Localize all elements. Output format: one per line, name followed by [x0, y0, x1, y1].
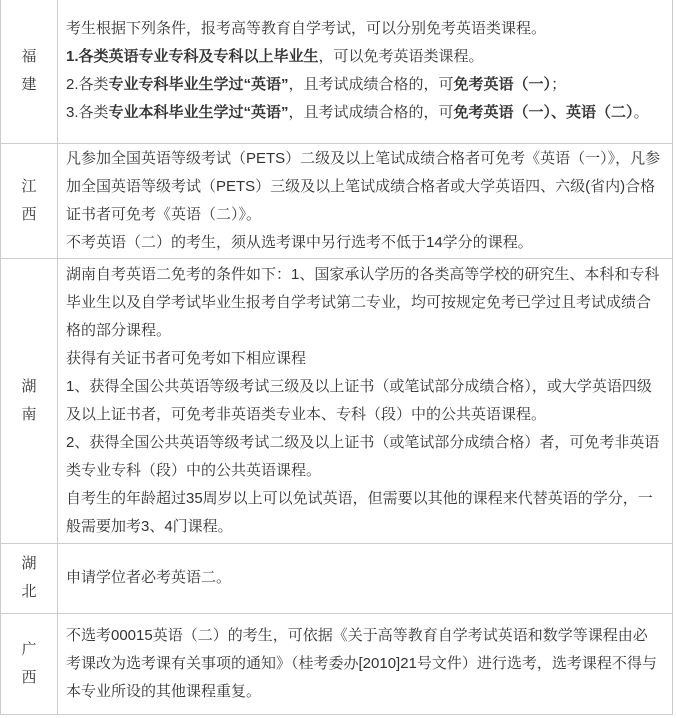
policy-paragraph: [66, 622, 662, 706]
table-row: [1, 613, 673, 714]
policy-text-segment: 不考英语（二）的考生，须从选考课中另行选考不低于14学分的课程。: [66, 233, 533, 251]
policy-cell: [58, 543, 673, 613]
policy-text-segment: 申请学位者必考英语二。: [66, 569, 232, 586]
table-row: [1, 258, 673, 543]
province-name: 广西: [21, 640, 37, 686]
policy-text-segment: 免考英语（一）: [453, 76, 552, 94]
table-row: [1, 0, 673, 143]
policy-paragraph: [66, 229, 662, 257]
policy-text-segment: ，且考试成绩合格的，可: [288, 76, 454, 94]
policy-paragraph: [66, 43, 662, 71]
province-cell: [1, 543, 58, 613]
policy-paragraph: [66, 429, 662, 485]
province-cell: [1, 0, 58, 143]
policy-text-segment: 2、获得全国公共英语等级考试二级及以上证书（或笔试部分成绩合格）者，可免考非英语类专业专科（段）中的公共英语课程。: [66, 433, 660, 479]
policy-text-segment: 免考英语（一）、英语（二）: [453, 104, 634, 122]
province-name: 福建: [21, 48, 37, 94]
policy-paragraph: [66, 145, 662, 229]
policy-paragraph: [66, 261, 662, 345]
table-row: [1, 143, 673, 258]
policy-text-segment: 2.各类: [66, 76, 109, 94]
policy-text-segment: ，且考试成绩合格的，可: [288, 104, 454, 122]
policy-cell: [58, 258, 673, 543]
policy-cell: [58, 143, 673, 258]
policy-paragraph: [66, 71, 662, 99]
policy-text-segment: ；: [551, 76, 567, 94]
policy-text-segment: 专业专科毕业生学过“英语”: [108, 76, 289, 94]
policy-text-segment: 不选考00015英语（二）的考生，可依据《关于高等教育自学考试英语和数学等课程由必考课改为选考课有关事项的通知》（桂考委办[2010]21号文件）进行选考，选考课程不得与本专业所设的其他课程重复。: [66, 626, 657, 700]
province-cell: [1, 613, 58, 714]
province-name: 江西: [21, 177, 37, 223]
policy-text-segment: 专业本科毕业生学过“英语”: [108, 104, 289, 122]
policy-paragraph: [66, 564, 662, 592]
table-row: [1, 543, 673, 613]
policy-paragraph: [66, 345, 662, 373]
policy-text-segment: 考生根据下列条件，报考高等教育自学考试，可以分别免考英语类课程。: [66, 20, 547, 38]
policy-text-segment: 获得有关证书者可免考如下相应课程: [66, 349, 307, 367]
policy-text-segment: 自考生的年龄超过35周岁以上可以免试英语，但需要以其他的课程来代替英语的学分，一般需要加考3、4门课程。: [66, 489, 653, 535]
province-cell: [1, 143, 58, 258]
policy-text-segment: 凡参加全国英语等级考试（PETS）二级及以上笔试成绩合格者可免考《英语（一）》，凡参加全国英语等级考试（PETS）三级及以上笔试成绩合格者或大学英语四、六级(省内)合格证书者可免考《英语（二）》。: [66, 149, 661, 223]
policy-text-segment: 1.各类英语专业专科及专科以上毕业生: [66, 48, 319, 66]
policy-paragraph: [66, 15, 662, 43]
policy-text-segment: ，可以免考英语类课程。: [318, 48, 484, 66]
province-name: 湖南: [21, 377, 37, 423]
policy-text-segment: 湖南自考英语二免考的条件如下：1、国家承认学历的各类高等学校的研究生、本科和专科毕业生以及自学考试毕业生报考自学考试第二专业，均可按规定免考已学过且考试成绩合格的部分课程。: [66, 265, 660, 339]
table-body: [1, 0, 673, 714]
policy-cell: [58, 613, 673, 714]
policy-text-segment: 1、获得全国公共英语等级考试三级及以上证书（或笔试部分成绩合格），或大学英语四级及以上证书者，可免考非英语类专业本、专科（段）中的公共英语课程。: [66, 377, 652, 423]
province-name: 湖北: [21, 555, 37, 600]
policy-cell: [58, 0, 673, 143]
policy-text-segment: 3.各类: [66, 104, 109, 122]
province-cell: [1, 258, 58, 543]
policy-text-segment: 。: [633, 104, 649, 122]
policy-paragraph: [66, 99, 662, 127]
policy-paragraph: [66, 373, 662, 429]
policy-paragraph: [66, 485, 662, 541]
